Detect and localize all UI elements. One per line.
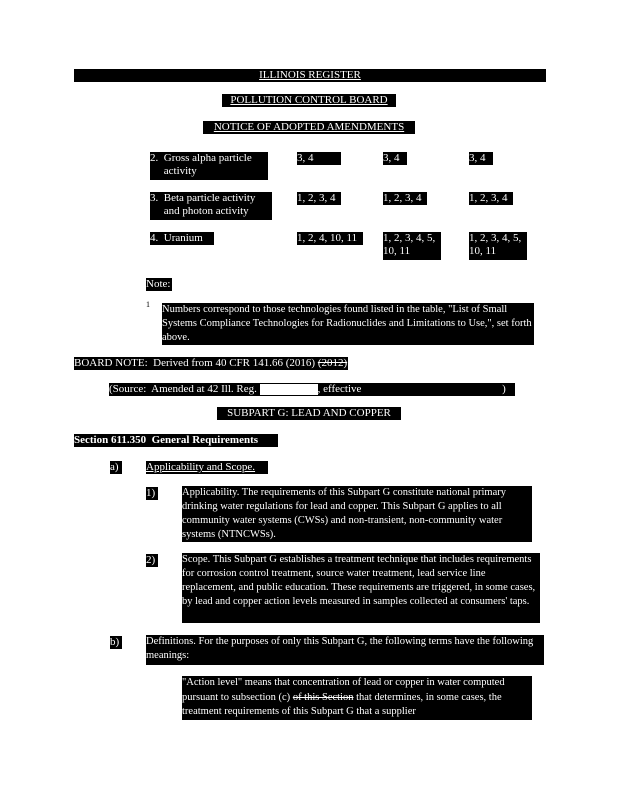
action-level-part-a: "Action level" means that concentration of lead or copper in water computed pursuant to subsection (c) [182,677,505,703]
item-a2-text: Scope. This Subpart G establishes a treatment technique that includes requirements for corrosion control treatment, source water treatment, lead service line replacement, and public education. These requirements are triggered, in some cases, by lead and copper action levels measured in samples collected at consumers' taps. [182,553,540,623]
table-cell: 3, 4 [383,152,407,165]
subpart-heading: SUBPART G: LEAD AND COPPER [217,407,401,420]
item-a1-text: Applicability. The requirements of this Subpart G constitute national primary drinking water regulations for lead and copper. This Subpart G applies to all community water systems (CWSs) and non-transient, non-community water systems (NTNCWSs). [182,486,532,542]
table-cell: 1, 2, 3, 4, 5, 10, 11 [383,232,441,260]
action-level-part-b: that determines, in some cases, the treatment requirements of this Subpart G that a supplier [182,691,502,717]
notice-title: NOTICE OF ADOPTED AMENDMENTS [203,121,415,134]
note-heading: Note: [146,278,171,290]
source-effective: , effective [317,383,365,395]
source-blank-reg [260,384,318,395]
item-b-marker: b) [110,636,122,649]
item-b-text: Definitions. For the purposes of only this Subpart G, the following terms have the following meanings: [146,635,544,665]
table-cell: 3, 4 [469,152,493,165]
board-title: POLLUTION CONTROL BOARD [222,94,396,107]
section-heading: Section 611.350 General Requirements [74,434,278,447]
source-close: ) [502,383,506,395]
table-cell: 3, 4 [297,152,341,165]
note-marker: 1 [146,300,150,309]
board-note-text: BOARD NOTE: Derived from 40 CFR 141.66 (2016) [74,357,318,369]
action-level-struck: of this Section [292,691,354,703]
table-row-label: 4. Uranium [150,232,214,245]
item-a-text: Applicability and Scope. [146,461,268,474]
board-note-struck: (2012) [317,357,348,369]
table-cell: 1, 2, 3, 4 [383,192,427,205]
table-row-label: 3. Beta particle activity and photon activity [150,192,272,220]
register-title: ILLINOIS REGISTER [74,69,546,82]
board-note [74,357,348,370]
table-cell: 1, 2, 4, 10, 11 [297,232,363,245]
note-text: Numbers correspond to those technologies found listed in the table, "List of Small Systems Compliance Technologies for Radionuclides and Limitations to Use,", set forth above. [162,303,534,345]
item-a1-marker: 1) [146,487,158,500]
item-a2-marker: 2) [146,554,158,567]
table-cell: 1, 2, 3, 4 [469,192,513,205]
table-cell: 1, 2, 3, 4, 5, 10, 11 [469,232,527,260]
table-cell: 1, 2, 3, 4 [297,192,341,205]
table-row-label: 2. Gross alpha particle activity [150,152,268,180]
action-level-text [182,676,532,720]
item-a-marker: a) [110,461,122,474]
source-line [109,383,515,396]
source-prefix: (Source: Amended at 42 Ill. Reg. [109,383,260,395]
